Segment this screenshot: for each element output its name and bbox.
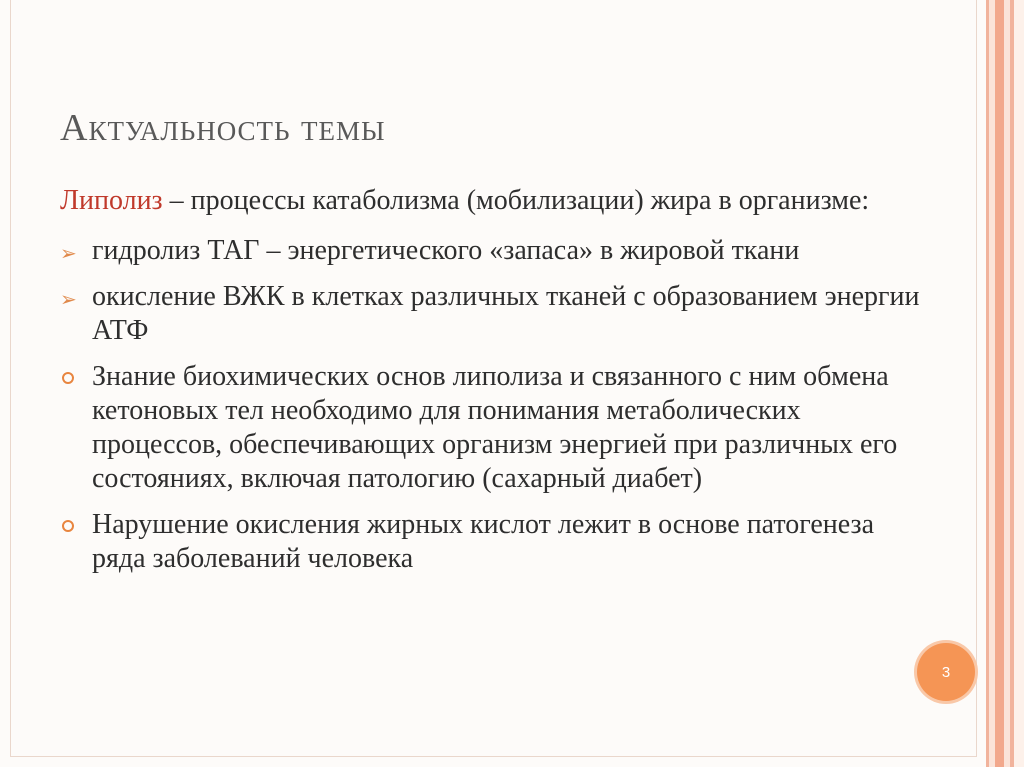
arrow-bullet-icon: ➢ (60, 287, 77, 311)
slide-content (60, 184, 930, 588)
circle-bullet-icon (62, 520, 74, 532)
sub-item (60, 234, 930, 268)
sub-item-text: гидролиз ТАГ – энергетического «запаса» в жировой ткани (92, 235, 800, 266)
page-number: 3 (941, 663, 951, 681)
intro-paragraph (60, 184, 930, 218)
bullet-text: Нарушение окисления жирных кислот лежит в основе патогенеза ряда заболеваний человека (92, 509, 875, 574)
bullet-text: Знание биохимических основ липолиза и связанного с ним обмена кетоновых тел необходимо для понимания метаболических процессов, обеспечивающих организм энергией при различных его состояниях, включая патологию (сахарный диабет) (92, 361, 898, 494)
arrow-bullet-icon: ➢ (60, 241, 77, 265)
bullet-item (60, 360, 930, 496)
circle-bullet-icon (62, 372, 74, 384)
bullet-item (60, 508, 930, 576)
highlighted-term: Липолиз (60, 185, 163, 216)
sub-item-text: окисление ВЖК в клетках различных тканей с образованием энергии АТФ (92, 281, 920, 346)
decorative-stripes (980, 0, 1024, 767)
page-number-badge (917, 643, 975, 701)
sub-item (60, 280, 930, 348)
intro-text: – процессы катаболизма (мобилизации) жира в организме: (162, 185, 870, 216)
slide-title: Актуальность темы (60, 107, 386, 149)
